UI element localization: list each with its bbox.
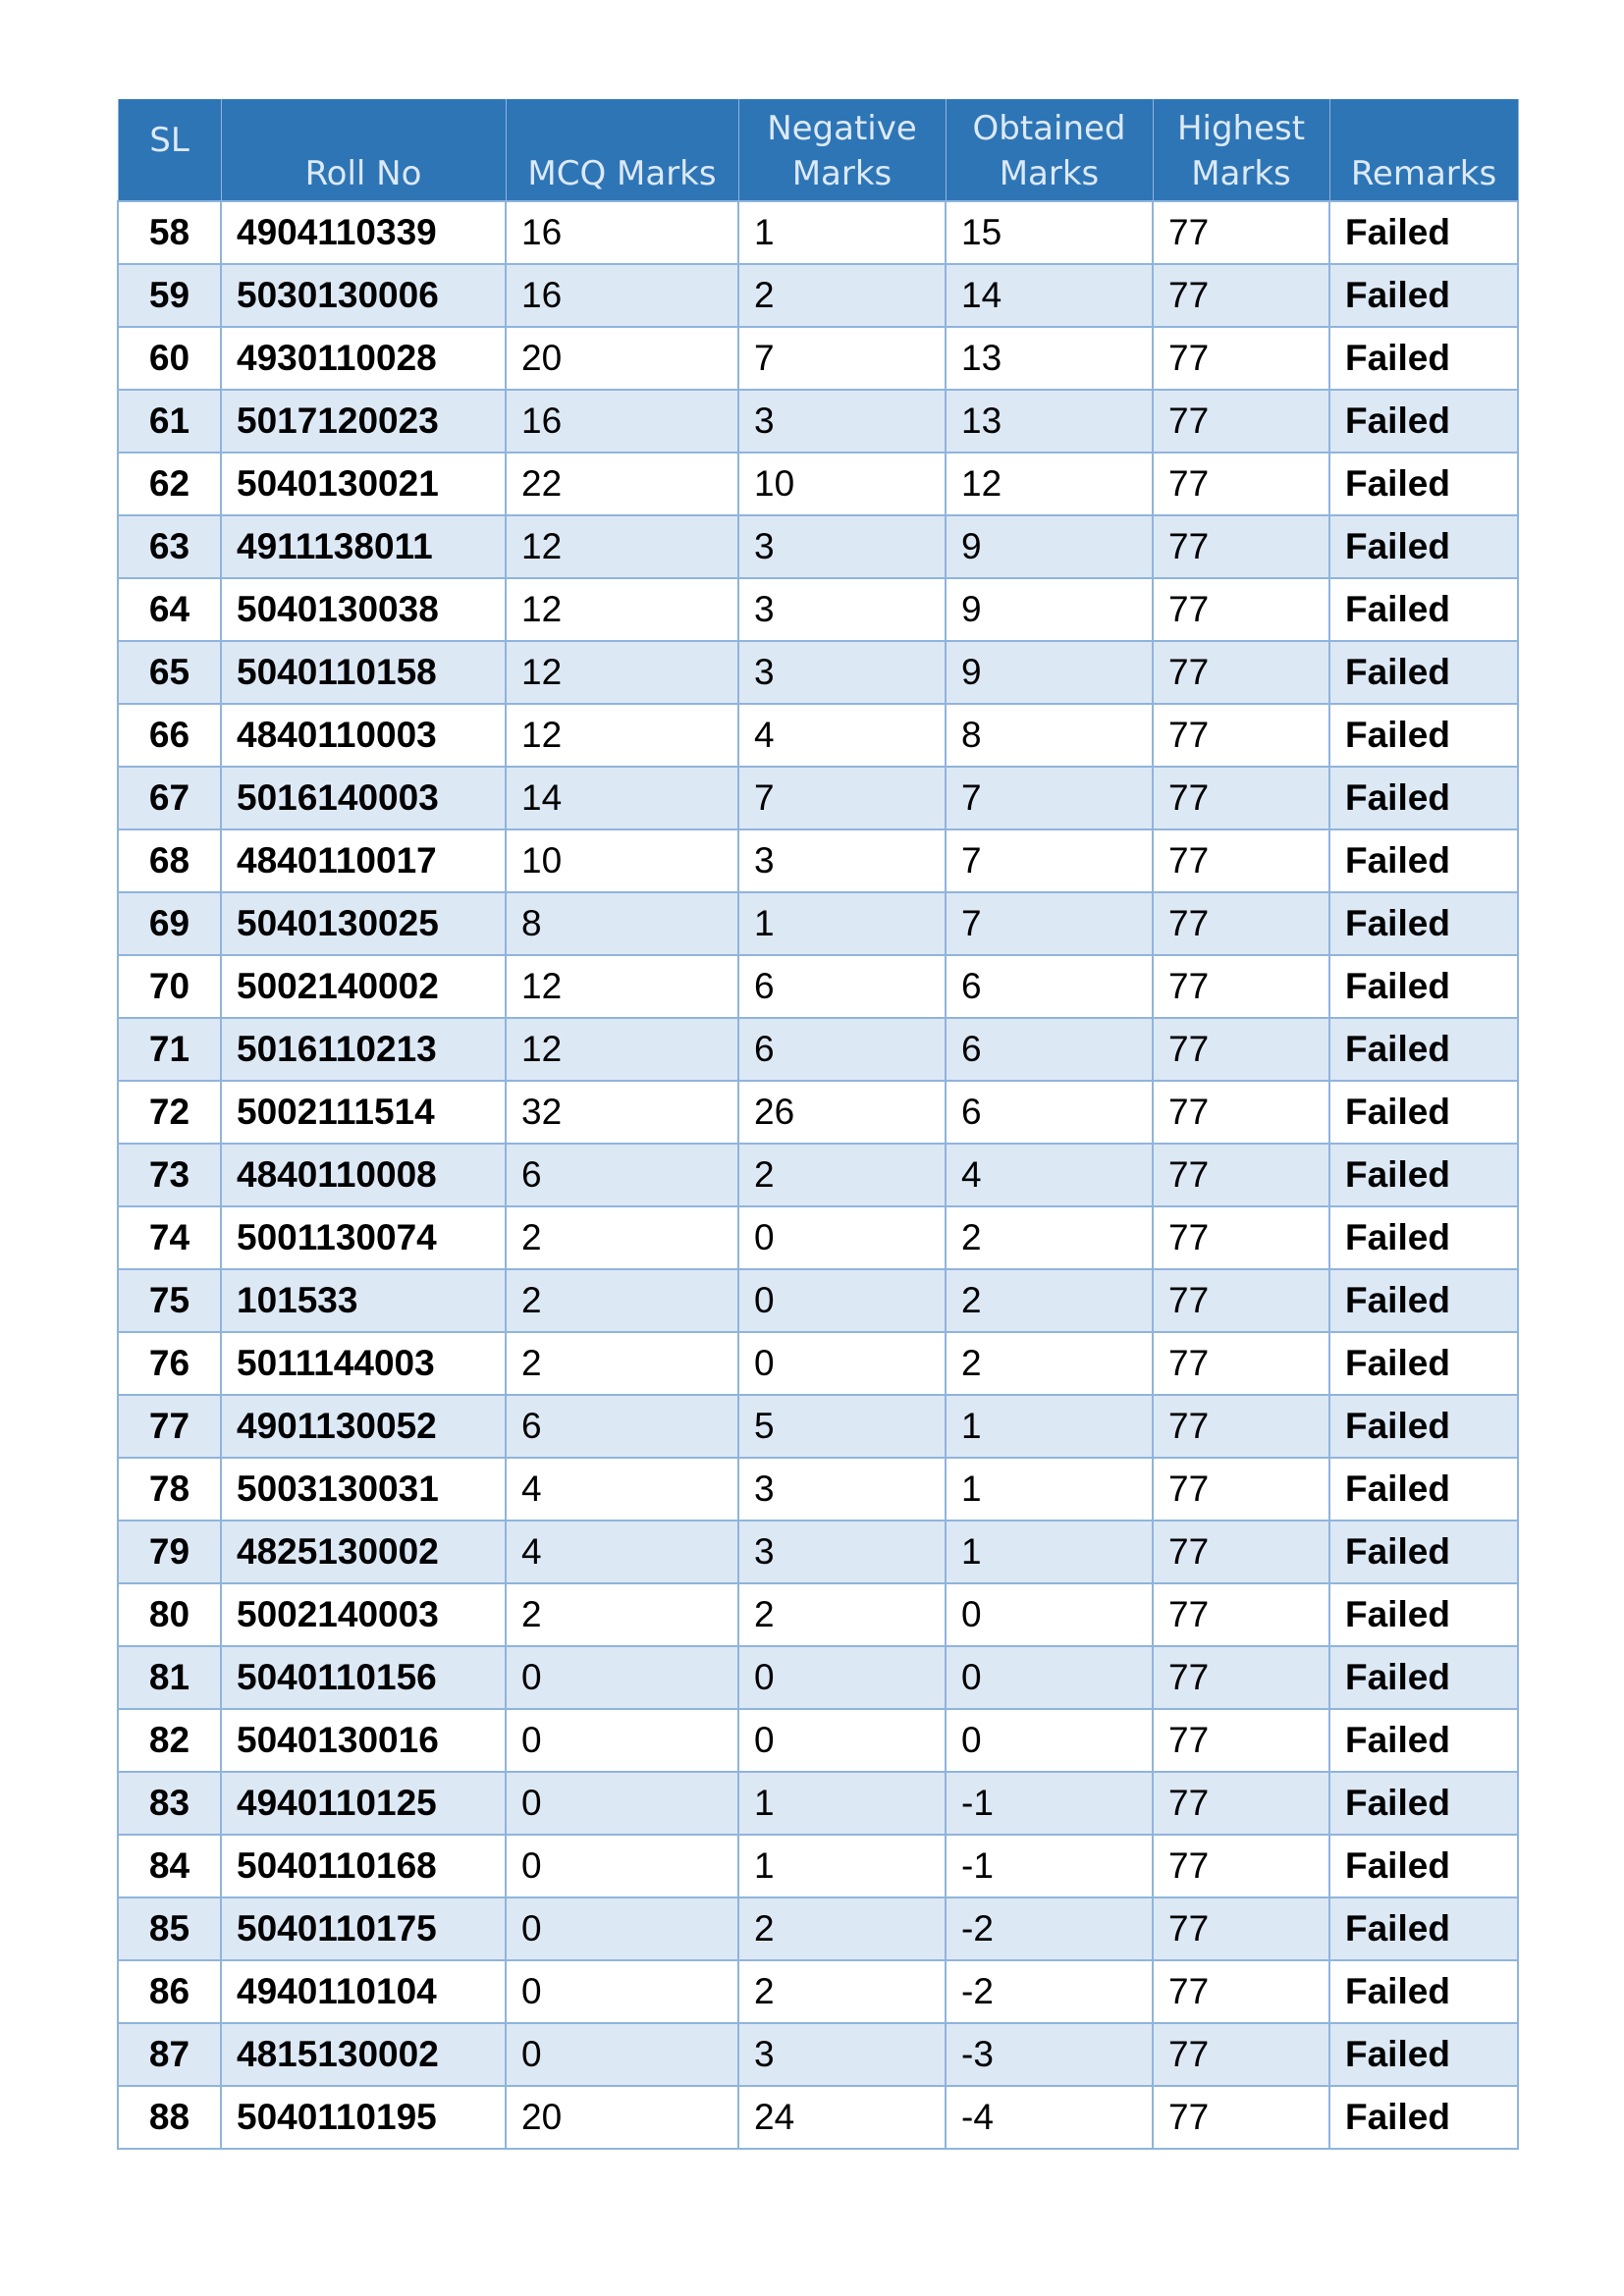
roll-no-cell: 4911138011 xyxy=(221,515,506,578)
obtained-marks-cell: 2 xyxy=(946,1269,1153,1332)
roll-no-cell: 5030130006 xyxy=(221,264,506,327)
header-highest-marks xyxy=(1153,99,1329,201)
obtained-marks-cell: -1 xyxy=(946,1772,1153,1835)
negative-marks-cell: 3 xyxy=(738,641,946,704)
header-obtained-marks xyxy=(946,99,1153,201)
remarks-cell: Failed xyxy=(1329,767,1518,829)
negative-marks-cell: 26 xyxy=(738,1081,946,1144)
sl-cell: 81 xyxy=(118,1646,221,1709)
highest-marks-cell: 77 xyxy=(1153,1646,1329,1709)
table-row xyxy=(118,1144,1518,1206)
roll-no-cell: 5016140003 xyxy=(221,767,506,829)
mcq-marks-cell: 12 xyxy=(506,955,738,1018)
mcq-marks-cell: 16 xyxy=(506,264,738,327)
remarks-cell: Failed xyxy=(1329,578,1518,641)
remarks-cell: Failed xyxy=(1329,1332,1518,1395)
mcq-marks-cell: 12 xyxy=(506,515,738,578)
highest-marks-cell: 77 xyxy=(1153,1709,1329,1772)
sl-cell: 79 xyxy=(118,1521,221,1583)
negative-marks-cell: 3 xyxy=(738,2023,946,2086)
roll-no-cell: 4940110125 xyxy=(221,1772,506,1835)
sl-cell: 68 xyxy=(118,829,221,892)
sl-cell: 66 xyxy=(118,704,221,767)
mcq-marks-cell: 4 xyxy=(506,1458,738,1521)
table-row xyxy=(118,1646,1518,1709)
table-row xyxy=(118,327,1518,390)
roll-no-cell: 5040130025 xyxy=(221,892,506,955)
header-row xyxy=(118,99,1518,201)
remarks-cell: Failed xyxy=(1329,704,1518,767)
negative-marks-cell: 2 xyxy=(738,1897,946,1960)
mcq-marks-cell: 2 xyxy=(506,1332,738,1395)
roll-no-cell: 4815130002 xyxy=(221,2023,506,2086)
remarks-cell: Failed xyxy=(1329,1206,1518,1269)
table-row xyxy=(118,829,1518,892)
table-row xyxy=(118,767,1518,829)
sl-cell: 62 xyxy=(118,453,221,515)
mcq-marks-cell: 10 xyxy=(506,829,738,892)
negative-marks-cell: 1 xyxy=(738,892,946,955)
mcq-marks-cell: 12 xyxy=(506,578,738,641)
remarks-cell: Failed xyxy=(1329,1960,1518,2023)
roll-no-cell: 5040130021 xyxy=(221,453,506,515)
obtained-marks-cell: 1 xyxy=(946,1395,1153,1458)
negative-marks-cell: 2 xyxy=(738,264,946,327)
remarks-cell: Failed xyxy=(1329,1709,1518,1772)
sl-cell: 71 xyxy=(118,1018,221,1081)
sl-cell: 78 xyxy=(118,1458,221,1521)
header-obtained-marks-line2: Marks xyxy=(999,154,1100,193)
roll-no-cell: 4840110003 xyxy=(221,704,506,767)
header-sl xyxy=(118,99,221,201)
mcq-marks-cell: 0 xyxy=(506,1835,738,1897)
results-table xyxy=(117,99,1519,2150)
remarks-cell: Failed xyxy=(1329,1521,1518,1583)
roll-no-cell: 5040130016 xyxy=(221,1709,506,1772)
remarks-cell: Failed xyxy=(1329,955,1518,1018)
obtained-marks-cell: 2 xyxy=(946,1332,1153,1395)
remarks-cell: Failed xyxy=(1329,201,1518,264)
table-row xyxy=(118,1521,1518,1583)
mcq-marks-cell: 12 xyxy=(506,1018,738,1081)
sl-cell: 65 xyxy=(118,641,221,704)
roll-no-cell: 4930110028 xyxy=(221,327,506,390)
mcq-marks-cell: 0 xyxy=(506,2023,738,2086)
obtained-marks-cell: 12 xyxy=(946,453,1153,515)
obtained-marks-cell: -3 xyxy=(946,2023,1153,2086)
mcq-marks-cell: 20 xyxy=(506,327,738,390)
obtained-marks-cell: -2 xyxy=(946,1960,1153,2023)
obtained-marks-cell: 6 xyxy=(946,1081,1153,1144)
remarks-cell: Failed xyxy=(1329,1835,1518,1897)
highest-marks-cell: 77 xyxy=(1153,390,1329,453)
sl-cell: 76 xyxy=(118,1332,221,1395)
roll-no-cell: 5002140002 xyxy=(221,955,506,1018)
negative-marks-cell: 3 xyxy=(738,1458,946,1521)
highest-marks-cell: 77 xyxy=(1153,1960,1329,2023)
table-row xyxy=(118,1269,1518,1332)
remarks-cell: Failed xyxy=(1329,1269,1518,1332)
table-row xyxy=(118,1206,1518,1269)
highest-marks-cell: 77 xyxy=(1153,1332,1329,1395)
remarks-cell: Failed xyxy=(1329,2086,1518,2149)
header-roll-no xyxy=(221,99,506,201)
table-header xyxy=(118,99,1518,201)
roll-no-cell: 5040110195 xyxy=(221,2086,506,2149)
mcq-marks-cell: 8 xyxy=(506,892,738,955)
roll-no-cell: 4840110008 xyxy=(221,1144,506,1206)
sl-cell: 84 xyxy=(118,1835,221,1897)
sl-cell: 60 xyxy=(118,327,221,390)
highest-marks-cell: 77 xyxy=(1153,2086,1329,2149)
negative-marks-cell: 3 xyxy=(738,829,946,892)
sl-cell: 61 xyxy=(118,390,221,453)
mcq-marks-cell: 16 xyxy=(506,390,738,453)
obtained-marks-cell: 8 xyxy=(946,704,1153,767)
header-negative-marks-line2: Marks xyxy=(791,154,893,193)
roll-no-cell: 5001130074 xyxy=(221,1206,506,1269)
highest-marks-cell: 77 xyxy=(1153,453,1329,515)
table-row xyxy=(118,2086,1518,2149)
sl-cell: 70 xyxy=(118,955,221,1018)
table-row xyxy=(118,453,1518,515)
negative-marks-cell: 3 xyxy=(738,515,946,578)
obtained-marks-cell: 14 xyxy=(946,264,1153,327)
negative-marks-cell: 0 xyxy=(738,1646,946,1709)
remarks-cell: Failed xyxy=(1329,327,1518,390)
highest-marks-cell: 77 xyxy=(1153,1583,1329,1646)
sl-cell: 72 xyxy=(118,1081,221,1144)
header-mcq-marks xyxy=(506,99,738,201)
highest-marks-cell: 77 xyxy=(1153,1772,1329,1835)
table-row xyxy=(118,1395,1518,1458)
remarks-cell: Failed xyxy=(1329,641,1518,704)
table-row xyxy=(118,641,1518,704)
sl-cell: 85 xyxy=(118,1897,221,1960)
roll-no-cell: 5017120023 xyxy=(221,390,506,453)
highest-marks-cell: 77 xyxy=(1153,578,1329,641)
sl-cell: 64 xyxy=(118,578,221,641)
highest-marks-cell: 77 xyxy=(1153,892,1329,955)
table-row xyxy=(118,1018,1518,1081)
roll-no-cell: 5002140003 xyxy=(221,1583,506,1646)
obtained-marks-cell: 7 xyxy=(946,892,1153,955)
header-negative-marks xyxy=(738,99,946,201)
header-negative-marks-line1: Negative xyxy=(767,109,917,148)
negative-marks-cell: 4 xyxy=(738,704,946,767)
mcq-marks-cell: 0 xyxy=(506,1960,738,2023)
mcq-marks-cell: 4 xyxy=(506,1521,738,1583)
obtained-marks-cell: 13 xyxy=(946,390,1153,453)
sl-cell: 67 xyxy=(118,767,221,829)
sl-cell: 83 xyxy=(118,1772,221,1835)
mcq-marks-cell: 12 xyxy=(506,704,738,767)
sl-cell: 74 xyxy=(118,1206,221,1269)
obtained-marks-cell: 9 xyxy=(946,578,1153,641)
header-remarks xyxy=(1329,99,1518,201)
table-row xyxy=(118,1835,1518,1897)
highest-marks-cell: 77 xyxy=(1153,1458,1329,1521)
roll-no-cell: 4840110017 xyxy=(221,829,506,892)
remarks-cell: Failed xyxy=(1329,1018,1518,1081)
mcq-marks-cell: 20 xyxy=(506,2086,738,2149)
negative-marks-cell: 1 xyxy=(738,1772,946,1835)
table-row xyxy=(118,1081,1518,1144)
header-remarks-label: Remarks xyxy=(1350,154,1497,193)
highest-marks-cell: 77 xyxy=(1153,1269,1329,1332)
table-row xyxy=(118,578,1518,641)
highest-marks-cell: 77 xyxy=(1153,327,1329,390)
table-row xyxy=(118,1960,1518,2023)
sl-cell: 73 xyxy=(118,1144,221,1206)
roll-no-cell: 4825130002 xyxy=(221,1521,506,1583)
highest-marks-cell: 77 xyxy=(1153,641,1329,704)
sl-cell: 77 xyxy=(118,1395,221,1458)
results-sheet xyxy=(117,99,1517,2150)
roll-no-cell: 4904110339 xyxy=(221,201,506,264)
mcq-marks-cell: 22 xyxy=(506,453,738,515)
mcq-marks-cell: 2 xyxy=(506,1583,738,1646)
obtained-marks-cell: 0 xyxy=(946,1583,1153,1646)
highest-marks-cell: 77 xyxy=(1153,1521,1329,1583)
sl-cell: 69 xyxy=(118,892,221,955)
table-row xyxy=(118,704,1518,767)
obtained-marks-cell: 7 xyxy=(946,829,1153,892)
mcq-marks-cell: 0 xyxy=(506,1772,738,1835)
mcq-marks-cell: 0 xyxy=(506,1897,738,1960)
negative-marks-cell: 3 xyxy=(738,578,946,641)
highest-marks-cell: 77 xyxy=(1153,1835,1329,1897)
roll-no-cell: 5040130038 xyxy=(221,578,506,641)
obtained-marks-cell: -2 xyxy=(946,1897,1153,1960)
mcq-marks-cell: 2 xyxy=(506,1206,738,1269)
negative-marks-cell: 10 xyxy=(738,453,946,515)
sl-cell: 58 xyxy=(118,201,221,264)
header-highest-marks-line1: Highest xyxy=(1176,109,1306,148)
mcq-marks-cell: 32 xyxy=(506,1081,738,1144)
highest-marks-cell: 77 xyxy=(1153,264,1329,327)
obtained-marks-cell: 6 xyxy=(946,1018,1153,1081)
remarks-cell: Failed xyxy=(1329,1897,1518,1960)
sl-cell: 82 xyxy=(118,1709,221,1772)
obtained-marks-cell: 2 xyxy=(946,1206,1153,1269)
roll-no-cell: 5040110168 xyxy=(221,1835,506,1897)
roll-no-cell: 4940110104 xyxy=(221,1960,506,2023)
remarks-cell: Failed xyxy=(1329,2023,1518,2086)
sl-cell: 87 xyxy=(118,2023,221,2086)
remarks-cell: Failed xyxy=(1329,1395,1518,1458)
obtained-marks-cell: -1 xyxy=(946,1835,1153,1897)
negative-marks-cell: 5 xyxy=(738,1395,946,1458)
negative-marks-cell: 24 xyxy=(738,2086,946,2149)
remarks-cell: Failed xyxy=(1329,1144,1518,1206)
highest-marks-cell: 77 xyxy=(1153,1144,1329,1206)
roll-no-cell: 5016110213 xyxy=(221,1018,506,1081)
roll-no-cell: 5002111514 xyxy=(221,1081,506,1144)
table-row xyxy=(118,892,1518,955)
table-row xyxy=(118,201,1518,264)
roll-no-cell: 5011144003 xyxy=(221,1332,506,1395)
mcq-marks-cell: 6 xyxy=(506,1144,738,1206)
remarks-cell: Failed xyxy=(1329,1772,1518,1835)
sl-cell: 86 xyxy=(118,1960,221,2023)
sl-cell: 80 xyxy=(118,1583,221,1646)
roll-no-cell: 5040110175 xyxy=(221,1897,506,1960)
negative-marks-cell: 3 xyxy=(738,1521,946,1583)
table-row xyxy=(118,1897,1518,1960)
highest-marks-cell: 77 xyxy=(1153,1395,1329,1458)
remarks-cell: Failed xyxy=(1329,1458,1518,1521)
obtained-marks-cell: 0 xyxy=(946,1709,1153,1772)
obtained-marks-cell: -4 xyxy=(946,2086,1153,2149)
roll-no-cell: 5040110158 xyxy=(221,641,506,704)
table-row xyxy=(118,2023,1518,2086)
highest-marks-cell: 77 xyxy=(1153,955,1329,1018)
obtained-marks-cell: 9 xyxy=(946,515,1153,578)
highest-marks-cell: 77 xyxy=(1153,1081,1329,1144)
table-row xyxy=(118,1583,1518,1646)
negative-marks-cell: 1 xyxy=(738,1835,946,1897)
table-row xyxy=(118,1458,1518,1521)
header-sl-label: SL xyxy=(149,120,189,160)
negative-marks-cell: 3 xyxy=(738,390,946,453)
obtained-marks-cell: 1 xyxy=(946,1521,1153,1583)
header-roll-no-label: Roll No xyxy=(304,154,422,193)
roll-no-cell: 4901130052 xyxy=(221,1395,506,1458)
remarks-cell: Failed xyxy=(1329,829,1518,892)
remarks-cell: Failed xyxy=(1329,515,1518,578)
obtained-marks-cell: 4 xyxy=(946,1144,1153,1206)
negative-marks-cell: 0 xyxy=(738,1332,946,1395)
sl-cell: 75 xyxy=(118,1269,221,1332)
remarks-cell: Failed xyxy=(1329,264,1518,327)
obtained-marks-cell: 9 xyxy=(946,641,1153,704)
table-row xyxy=(118,1709,1518,1772)
obtained-marks-cell: 13 xyxy=(946,327,1153,390)
negative-marks-cell: 7 xyxy=(738,767,946,829)
negative-marks-cell: 2 xyxy=(738,1960,946,2023)
obtained-marks-cell: 0 xyxy=(946,1646,1153,1709)
negative-marks-cell: 6 xyxy=(738,955,946,1018)
highest-marks-cell: 77 xyxy=(1153,1206,1329,1269)
table-row xyxy=(118,390,1518,453)
negative-marks-cell: 2 xyxy=(738,1583,946,1646)
table-row xyxy=(118,264,1518,327)
table-row xyxy=(118,1772,1518,1835)
mcq-marks-cell: 16 xyxy=(506,201,738,264)
highest-marks-cell: 77 xyxy=(1153,767,1329,829)
remarks-cell: Failed xyxy=(1329,1646,1518,1709)
highest-marks-cell: 77 xyxy=(1153,1897,1329,1960)
obtained-marks-cell: 6 xyxy=(946,955,1153,1018)
header-obtained-marks-line1: Obtained xyxy=(972,109,1126,148)
mcq-marks-cell: 0 xyxy=(506,1646,738,1709)
negative-marks-cell: 0 xyxy=(738,1709,946,1772)
highest-marks-cell: 77 xyxy=(1153,2023,1329,2086)
sl-cell: 88 xyxy=(118,2086,221,2149)
remarks-cell: Failed xyxy=(1329,453,1518,515)
table-row xyxy=(118,515,1518,578)
negative-marks-cell: 2 xyxy=(738,1144,946,1206)
roll-no-cell: 101533 xyxy=(221,1269,506,1332)
sl-cell: 63 xyxy=(118,515,221,578)
remarks-cell: Failed xyxy=(1329,390,1518,453)
obtained-marks-cell: 1 xyxy=(946,1458,1153,1521)
highest-marks-cell: 77 xyxy=(1153,1018,1329,1081)
header-mcq-marks-label: MCQ Marks xyxy=(527,154,717,193)
roll-no-cell: 5040110156 xyxy=(221,1646,506,1709)
roll-no-cell: 5003130031 xyxy=(221,1458,506,1521)
remarks-cell: Failed xyxy=(1329,892,1518,955)
negative-marks-cell: 0 xyxy=(738,1206,946,1269)
negative-marks-cell: 1 xyxy=(738,201,946,264)
negative-marks-cell: 0 xyxy=(738,1269,946,1332)
obtained-marks-cell: 15 xyxy=(946,201,1153,264)
remarks-cell: Failed xyxy=(1329,1081,1518,1144)
negative-marks-cell: 6 xyxy=(738,1018,946,1081)
mcq-marks-cell: 0 xyxy=(506,1709,738,1772)
remarks-cell: Failed xyxy=(1329,1583,1518,1646)
highest-marks-cell: 77 xyxy=(1153,704,1329,767)
mcq-marks-cell: 6 xyxy=(506,1395,738,1458)
table-row xyxy=(118,955,1518,1018)
highest-marks-cell: 77 xyxy=(1153,201,1329,264)
table-row xyxy=(118,1332,1518,1395)
mcq-marks-cell: 12 xyxy=(506,641,738,704)
highest-marks-cell: 77 xyxy=(1153,829,1329,892)
sl-cell: 59 xyxy=(118,264,221,327)
mcq-marks-cell: 2 xyxy=(506,1269,738,1332)
highest-marks-cell: 77 xyxy=(1153,515,1329,578)
obtained-marks-cell: 7 xyxy=(946,767,1153,829)
mcq-marks-cell: 14 xyxy=(506,767,738,829)
table-body xyxy=(118,201,1518,2149)
negative-marks-cell: 7 xyxy=(738,327,946,390)
header-highest-marks-line2: Marks xyxy=(1191,154,1291,193)
